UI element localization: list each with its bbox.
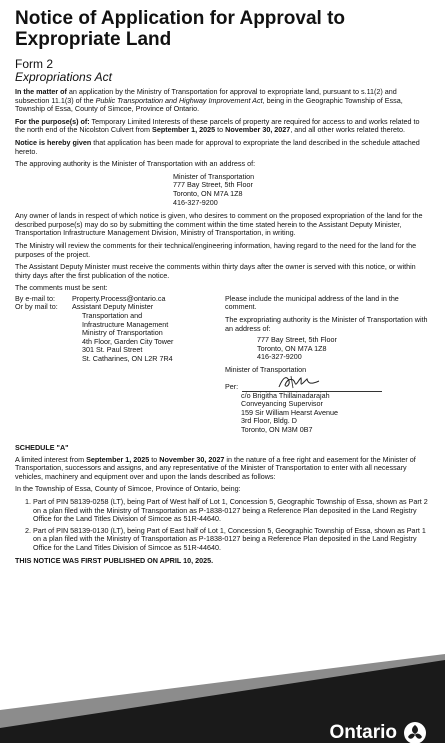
- page-title: Notice of Application for Approval to Expropriate Land: [15, 8, 346, 50]
- signature-image: [277, 373, 321, 391]
- right-column: [225, 295, 430, 435]
- paragraph-comments-sent: The comments must be sent:: [15, 283, 108, 293]
- list-item: 2. Part of PIN 58139-0130 (LT), being Part of East half of Lot 1, Concession 5, Geographic Township of Essa, shown as Part 1 on a plan filed with the Ministry of Transportation as P-1838-0127 being a Reference Plan deposited in the Land Registry Office for the Land Titles Division of Simcoe as 51R-44640.: [33, 527, 430, 553]
- schedule-location: In the Township of Essa, County of Simcoe, Province of Ontario, being:: [15, 484, 241, 494]
- schedule-heading: SCHEDULE "A": [15, 442, 69, 452]
- act-name: Expropriations Act: [15, 70, 112, 84]
- minister-label: Minister of Transportation: [225, 365, 307, 375]
- contact-columns: [15, 295, 430, 435]
- notice-document: [15, 8, 430, 569]
- ontario-wordmark: Ontario: [329, 722, 397, 743]
- paragraph-matter: In the matter of an application by the Ministry of Transportation for approval to expropriate land, pursuant to s.11(2) and subsection 11.1(3) of the Public Transportation and Highway Improvement Act, being in the Geographic Township of Essa, Township of Essa, County of Simcoe, Province of Ontario.: [15, 87, 403, 114]
- email-link[interactable]: Property.Process@ontario.ca: [72, 293, 166, 303]
- paragraph-approving-authority: The approving authority is the Minister of Transportation with an address of:: [15, 159, 256, 169]
- left-column: [15, 295, 225, 435]
- signature-row: [225, 379, 430, 392]
- email-row: By e-mail to: Property.Process@ontario.ca: [15, 293, 166, 303]
- form-number: Form 2: [15, 57, 54, 71]
- signatory-block: c/o Brigitha Thillainadarajah Conveyancing Supervisor 159 Sir William Hearst Avenue 3rd Floor, Bldg. D Toronto, ON M3M 0B7: [241, 390, 338, 434]
- published-date: THIS NOTICE WAS FIRST PUBLISHED ON APRIL 10, 2025.: [15, 555, 214, 565]
- signature-line: [242, 379, 382, 392]
- paragraph-deadline: The Assistant Deputy Minister must receive the comments within thirty days after the owner is served with this notice, or within thirty days after the first publication of the notice.: [15, 262, 416, 280]
- per-label: Per:: [225, 382, 239, 392]
- expropriating-authority: The expropriating authority is the Minister of Transportation with an address of:: [225, 315, 428, 333]
- paragraph-purpose: For the purpose(s) of: Temporary Limited Interests of these parcels of property are required for access to and works related to the north end of the Nicolston Culvert from September 1, 2025 to November 30, 2027, and all other works related thereto.: [15, 116, 420, 135]
- trillium-logo-icon: [403, 721, 427, 745]
- list-item: 1. Part of PIN 58139-0258 (LT), being Part of West half of Lot 1, Concession 5, Geographic Township of Essa, shown as Part 2 on a plan filed with the Ministry of Transportation as P-1838-0127 being a Reference Plan deposited in the Land Registry Office for the Land Titles Division of Simcoe as 51R-44640.: [33, 498, 430, 524]
- parcel-list: [15, 498, 430, 553]
- mail-row: Or by mail to: Assistant Deputy Minister Transportation and Infrastructure Management Ministry of Transportation 4th Floor, Garden City Tower 301 St. Paul Street St. Catharines, ON L2R 7R4: [15, 302, 174, 364]
- mail-address: Assistant Deputy Minister Transportation and Infrastructure Management Ministry of Transportation 4th Floor, Garden City Tower 301 St. Paul Street St. Catharines, ON L2R 7R4: [72, 302, 174, 364]
- expropriating-address: 777 Bay Street, 5th Floor Toronto, ON M7A 1Z8 416-327-9200: [257, 335, 337, 362]
- include-address-note: Please include the municipal address of the land in the comment.: [225, 293, 399, 312]
- schedule-interest: A limited interest from September 1, 2025 to November 30, 2027 in the nature of a free right and easement for the Minister of Transportation, successors and assigns, and any representative of the Minister of Transportation to enter with all necessary vehicles, machinery and equipment over and upon the lands described as follows:: [15, 454, 416, 481]
- paragraph-notice: Notice is hereby given that application has been made for approval to expropriate the land described in the schedule attached hereto.: [15, 137, 420, 156]
- paragraph-ministry-review: The Ministry will review the comments for their technical/engineering information, having regard to the need for the land for the purposes of the project.: [15, 240, 417, 259]
- approving-address: Minister of Transportation 777 Bay Street, 5th Floor Toronto, ON M7A 1Z8 416-327-9200: [173, 171, 255, 207]
- paragraph-owner-comment: Any owner of lands in respect of which notice is given, who desires to comment on the proposed expropriation of the land for the described purpose(s) may do so by submitting the comment within the time stated herein to the Assistant Deputy Minister, Transportation Infrastructure Management Division, Ministry of Transportation, in writing.: [15, 211, 423, 238]
